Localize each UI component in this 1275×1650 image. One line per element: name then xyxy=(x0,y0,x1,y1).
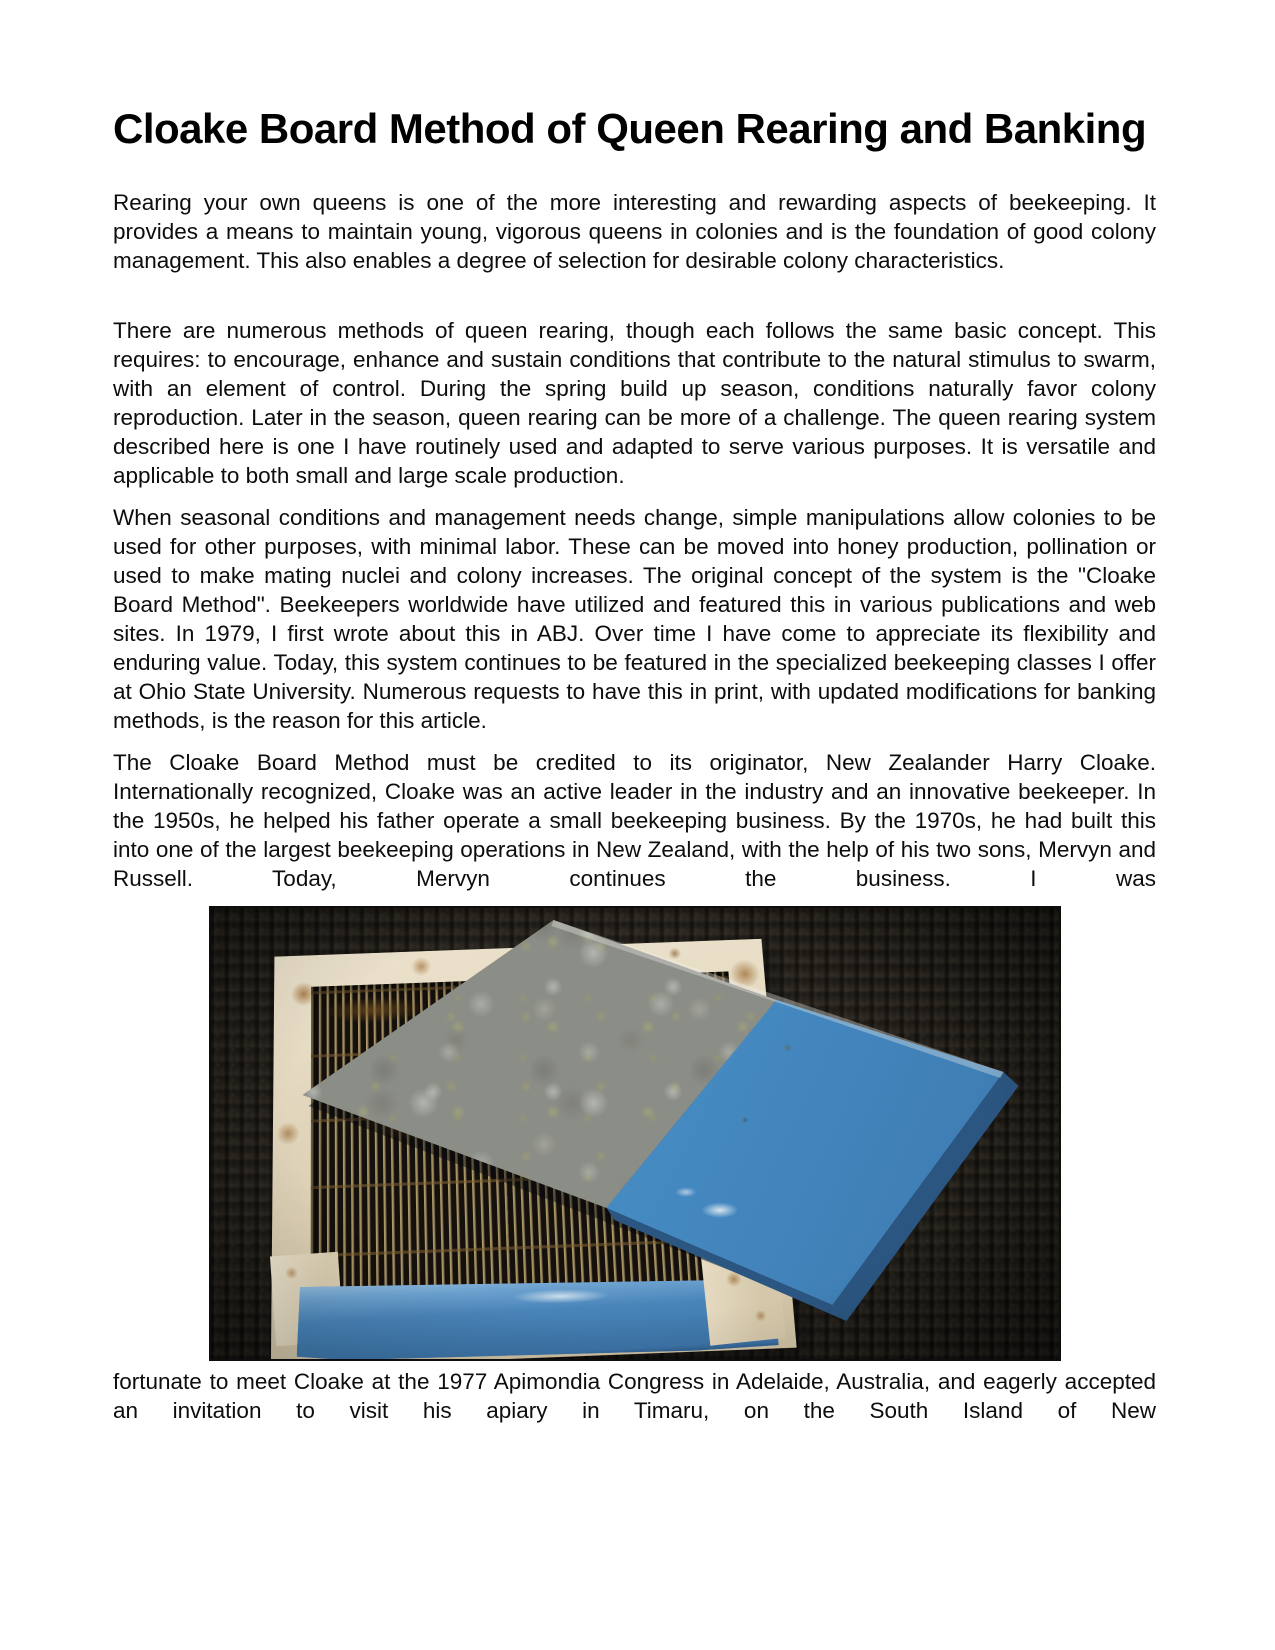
article-content xyxy=(113,0,1156,1438)
paragraph-methods: There are numerous methods of queen rearing, though each follows the same basic concept. This requires: to encourage, enhance and sustain conditions that contribute to the natural stimulus to swarm, with an element of control. During the spring build up season, conditions naturally favor colony reproduction. Later in the season, queen rearing can be more of a challenge. The queen rearing system described here is one I have routinely used and adapted to serve various purposes. It is versatile and applicable to both small and large scale production. xyxy=(113,318,1156,488)
paragraph-intro: Rearing your own queens is one of the more interesting and rewarding aspects of beekeeping. It provides a means to maintain young, vigorous queens in colonies and is the foundation of good colony management. This also enables a degree of selection for desirable colony characteristics. xyxy=(113,190,1156,273)
paragraph-seasonal-conditions: When seasonal conditions and management needs change, simple manipulations allow colonies to be used for other purposes, with minimal labor. These can be moved into honey production, pollination or used to make mating nuclei and colony increases. The original concept of the system is the "Cloake Board Method". Beekeepers worldwide have utilized and featured this in various publications and web sites. In 1979, I first wrote about this in ABJ. Over time I have come to appreciate its flexibility and enduring value. Today, this system continues to be featured in the specialized beekeeping classes I offer at Ohio State University. Numerous requests to have this in print, with updated modifications for banking methods, is the reason for this article. xyxy=(113,505,1156,733)
paragraph-harry-cloake-history: The Cloake Board Method must be credited to its originator, New Zealander Harry Cloake. Internationally recognized, Cloake was an active leader in the industry and an innovative beekeeper. In the 1950s, he helped his father operate a small beekeeping business. By the 1970s, he had built this into one of the largest beekeeping operations in New Zealand, with the help of his two sons, Mervyn and Russell. Today, Mervyn continues the business. I was xyxy=(113,750,1156,891)
cloake-board-photo xyxy=(209,906,1061,1361)
photo-vignette xyxy=(211,908,1059,1359)
paragraph-closing: fortunate to meet Cloake at the 1977 Apimondia Congress in Adelaide, Australia, and eagerly accepted an invitation to visit his apiary in Timaru, on the South Island of New xyxy=(113,1369,1156,1423)
page-title: Cloake Board Method of Queen Rearing and Banking xyxy=(113,105,1147,152)
